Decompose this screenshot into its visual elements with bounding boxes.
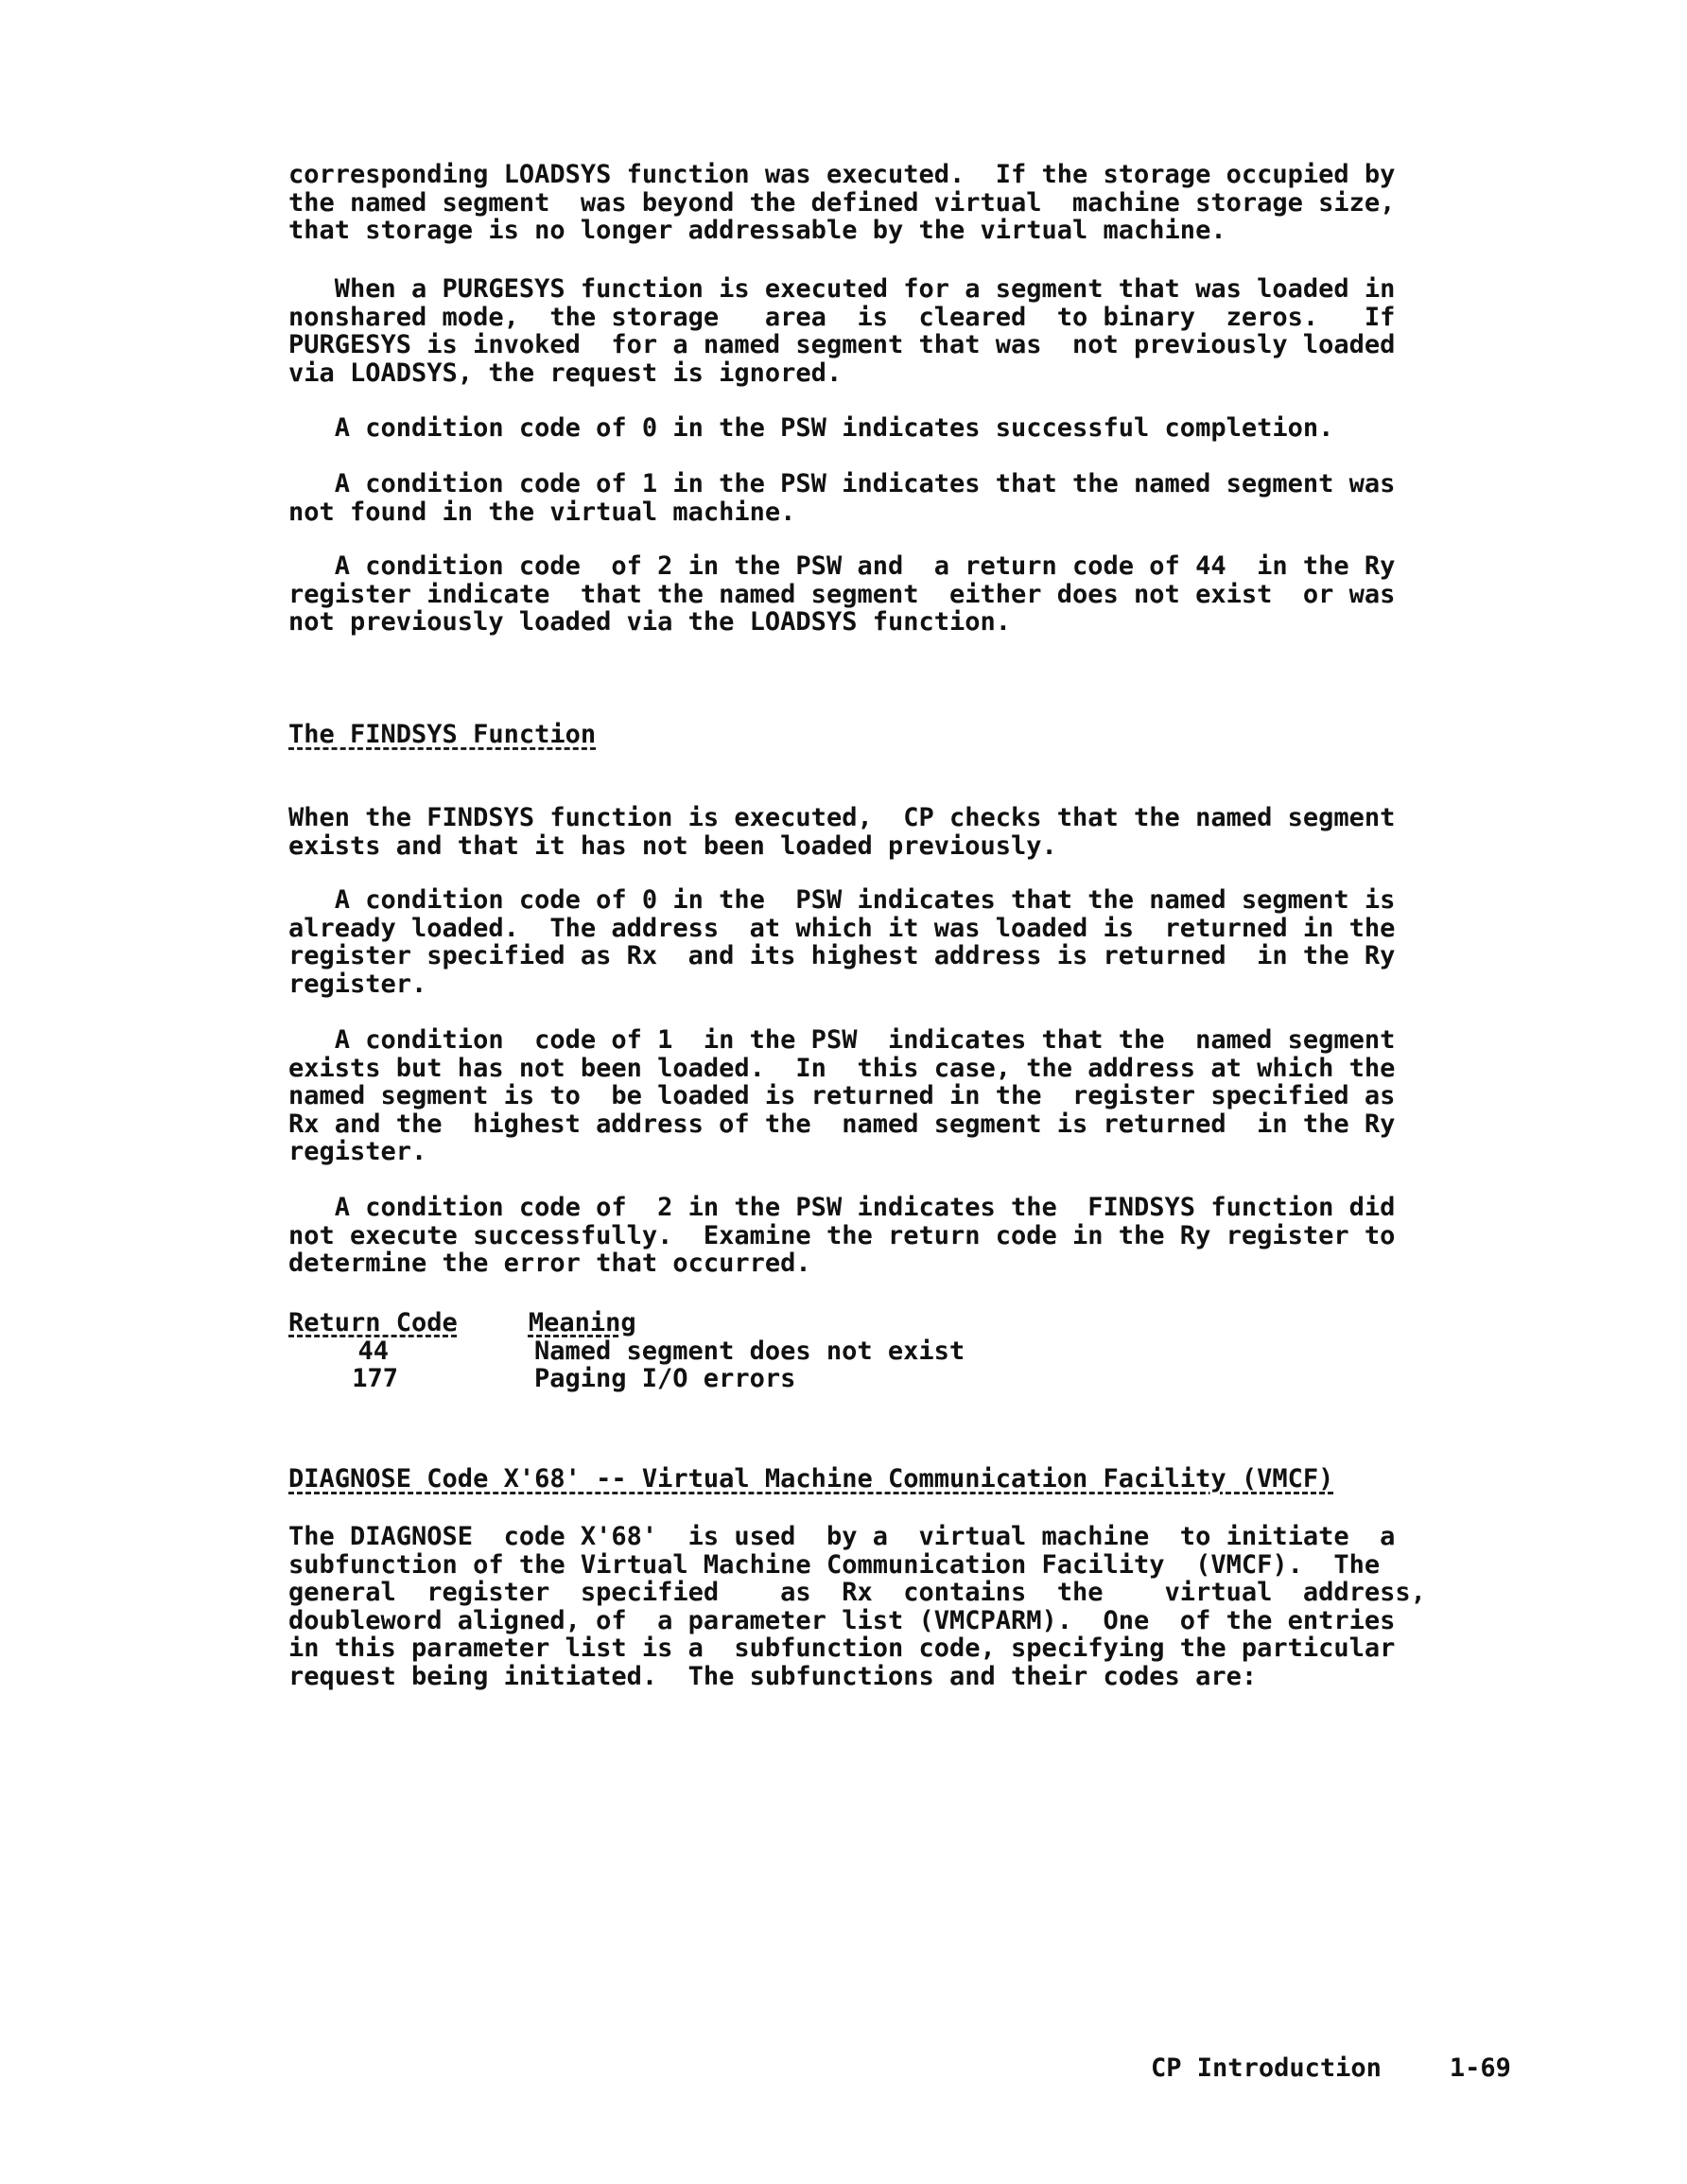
meaning-column-header: Meaning xyxy=(528,1308,636,1337)
table-row xyxy=(288,1337,965,1366)
return-code-table-header xyxy=(288,1309,965,1337)
heading-findsys-function: The FINDSYS Function xyxy=(288,720,597,749)
table-row xyxy=(288,1365,965,1393)
page-footer xyxy=(1089,2026,1511,2111)
return-code-value: 177 xyxy=(352,1364,398,1393)
return-code-value: 44 xyxy=(357,1336,389,1366)
paragraph-cc0-purgesys: A condition code of 0 in the PSW indicates successful completion. xyxy=(288,413,1334,443)
return-code-meaning: Paging I/O errors xyxy=(534,1364,796,1393)
return-code-meaning: Named segment does not exist xyxy=(534,1336,965,1366)
return-code-column-header: Return Code xyxy=(288,1308,458,1337)
paragraph-findsys-cc2: A condition code of 2 in the PSW indicates the FINDSYS function did not execute successfully. Examine the return code in the Ry register to determine the error that occurred. xyxy=(288,1193,1396,1278)
footer-section-title: CP Introduction xyxy=(1151,2053,1382,2083)
paragraph-cc2-purgesys: A condition code of 2 in the PSW and a return code of 44 in the Ry register indicate that the named segment either does not exist or was not previously loaded via the LOADSYS function. xyxy=(288,551,1396,637)
paragraph-loadsys-storage: corresponding LOADSYS function was executed. If the storage occupied by the named segment was beyond the defined virtual machine storage size, that storage is no longer addressable by the virtual machine. xyxy=(288,160,1396,245)
paragraph-findsys-cc1: A condition code of 1 in the PSW indicates that the named segment exists but has not been loaded. In this case, the address at which the named segment is to be loaded is returned in the register specified as Rx and the highest address of the named segment is returned in the Ry register. xyxy=(288,1025,1396,1166)
return-code-table xyxy=(288,1309,965,1393)
paragraph-findsys-intro: When the FINDSYS function is executed, CP checks that the named segment exists and that it has not been loaded previously. xyxy=(288,803,1396,861)
paragraph-cc1-purgesys: A condition code of 1 in the PSW indicates that the named segment was not found in the virtual machine. xyxy=(288,469,1396,527)
paragraph-diagnose-vmcf: The DIAGNOSE code X'68' is used by a virtual machine to initiate a subfunction of the Virtual Machine Communication Facility (VMCF). The general register specified as Rx contains the virtual address, doubleword aligned, of a parameter list (VMCPARM). One of the entries in this parameter list is a subfunction code, specifying the particular request being initiated. The subfunctions and their codes are: xyxy=(288,1522,1426,1691)
page-number: 1-69 xyxy=(1449,2053,1511,2083)
paragraph-purgesys: When a PURGESYS function is executed for a segment that was loaded in nonshared mode, the storage area is cleared to binary zeros. If PURGESYS is invoked for a named segment that was not previously loaded via LOADSYS, the request is ignored. xyxy=(288,274,1396,388)
paragraph-findsys-cc0: A condition code of 0 in the PSW indicates that the named segment is already loaded. The address at which it was loaded is returned in the register specified as Rx and its highest address is returned in the Ry register. xyxy=(288,885,1396,999)
heading-diagnose-x68: DIAGNOSE Code X'68' -- Virtual Machine Communication Facility (VMCF) xyxy=(288,1464,1334,1494)
